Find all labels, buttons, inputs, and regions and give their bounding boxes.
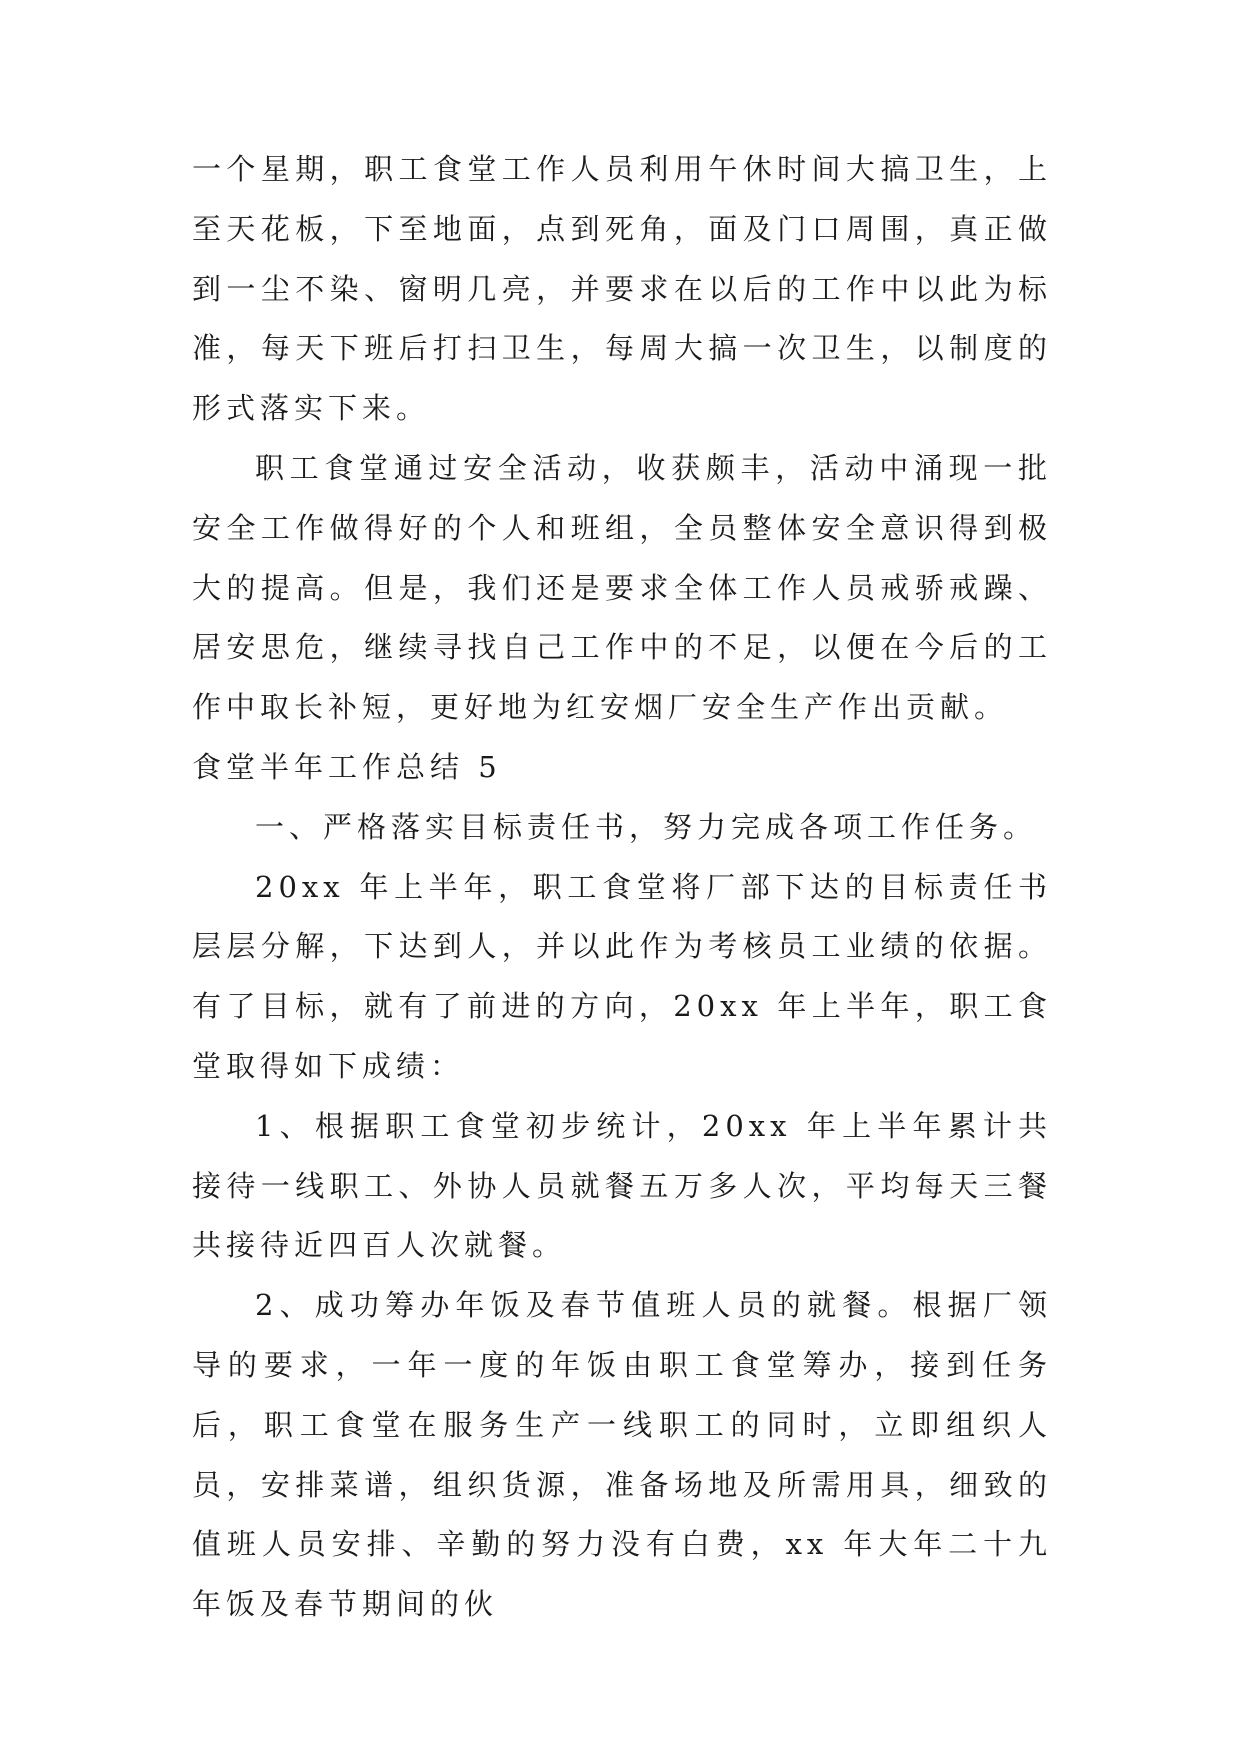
- paragraph-cleaning-continuation: 一个星期，职工食堂工作人员利用午休时间大搞卫生，上至天花板，下至地面，点到死角，面及门口周围，真正做到一尘不染、窗明几亮，并要求在以后的工作中以此为标准，每天下班后打扫卫生，每周大搞一次卫生，以制度的形式落实下来。: [192, 152, 1052, 426]
- document-body: [192, 140, 1052, 1635]
- paragraph-subheading-targets: 一、严格落实目标责任书，努力完成各项工作任务。: [255, 809, 1038, 844]
- paragraph-item-2: 2、成功筹办年饭及春节值班人员的就餐。根据厂领导的要求，一年一度的年饭由职工食堂筹办，接到任务后，职工食堂在服务生产一线职工的同时，立即组织人员，安排菜谱，组织货源，准备场地及所需用具，细致的值班人员安排、辛勤的努力没有白费，xx 年大年二十九年饭及春节期间的伙: [192, 1288, 1052, 1622]
- paragraph-targets-intro: 20xx 年上半年，职工食堂将厂部下达的目标责任书层层分解，下达到人，并以此作为考核员工业绩的依据。有了目标，就有了前进的方向，20xx 年上半年，职工食堂取得如下成绩：: [192, 869, 1052, 1083]
- paragraph-item-1: 1、根据职工食堂初步统计，20xx 年上半年累计共接待一线职工、外协人员就餐五万多人次，平均每天三餐共接待近四百人次就餐。: [192, 1108, 1052, 1263]
- section-heading: 食堂半年工作总结 5: [192, 749, 502, 784]
- paragraph-safety-summary: 职工食堂通过安全活动，收获颇丰，活动中涌现一批安全工作做得好的个人和班组，全员整体安全意识得到极大的提高。但是，我们还是要求全体工作人员戒骄戒躁、居安思危，继续寻找自己工作中的不足，以便在今后的工作中取长补短，更好地为红安烟厂安全生产作出贡献。: [192, 450, 1052, 725]
